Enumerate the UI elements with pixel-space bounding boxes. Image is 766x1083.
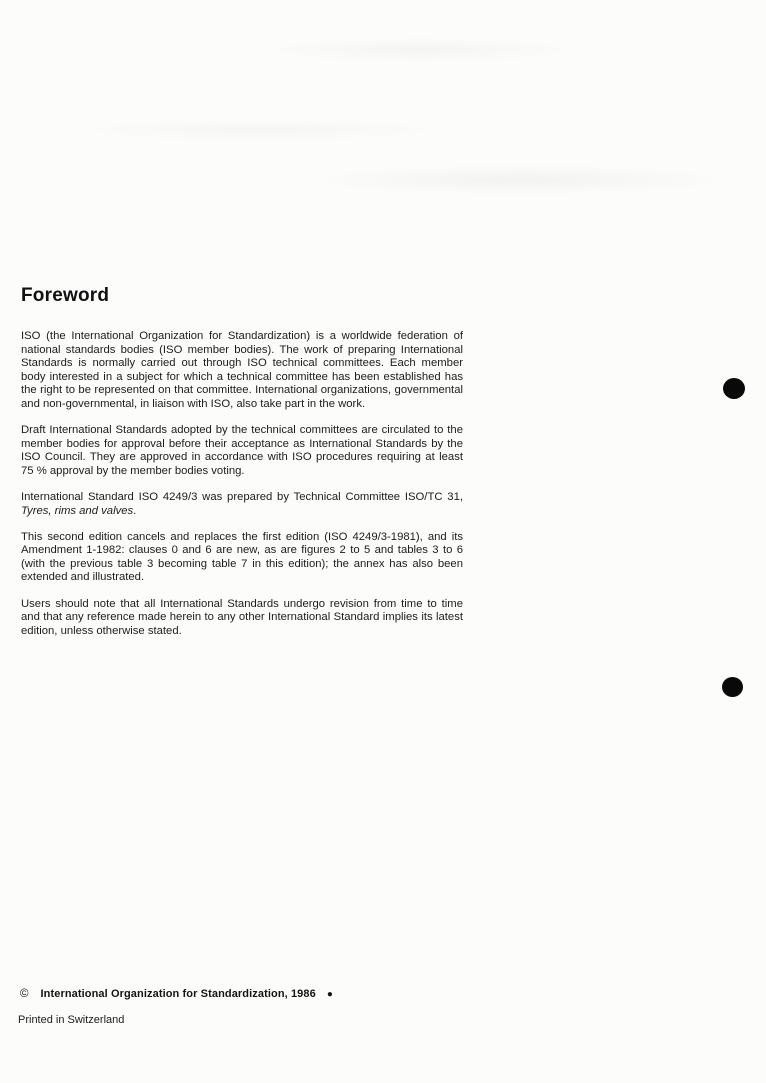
committee-title-italic: Tyres, rims and valves [21, 504, 134, 517]
page-title: Foreword [21, 285, 110, 306]
paragraph-second-edition: This second edition cancels and replaces the first edition (ISO 4249/3-1981), and its Amendment 1-1982: clauses 0 and 6 are new, as are figures 2 to 5 and tables 3 to 6 (with the previous table 3 becoming table 7 in this edition); the annex has also been extended and illustrated. [21, 530, 463, 584]
prepared-by-lead: International Standard ISO 4249/3 was prepared by Technical Committee ISO/TC 31, [21, 490, 463, 503]
punch-hole-top [723, 378, 745, 399]
foreword-section [21, 286, 463, 651]
punch-hole-bottom [722, 677, 743, 697]
printed-in-text: Printed in Switzerland [18, 1014, 125, 1026]
paragraph-revision-note: Users should note that all International Standards undergo revision from time to time and that any reference made herein to any other International Standard implies its latest edition, unless otherwise stated. [21, 597, 463, 637]
paragraph-iso-intro: ISO (the International Organization for Standardization) is a worldwide federation of national standards bodies (ISO member bodies). The work of preparing International Standards is normally carried out through ISO technical committees. Each member body interested in a subject for which a technical committee has been established has the right to be represented on that committee. International organizations, governmental and non-governmental, in liaison with ISO, also take part in the work. [21, 330, 463, 410]
prepared-by-tail: . [133, 504, 137, 517]
scan-artifact [0, 30, 766, 220]
copyright-line [20, 988, 333, 1000]
paragraph-draft-standards: Draft International Standards adopted by the technical committees are circulated to the member bodies for approval before their acceptance as International Standards by the ISO Council. They are approved in accordance with ISO procedures requiring at least 75 % approval by the member bodies voting. [21, 424, 463, 477]
bullet-icon: ● [326, 988, 333, 1000]
copyright-text: International Organization for Standardization, 1986 [40, 988, 316, 1000]
copyright-icon: © [20, 988, 29, 1000]
paragraph-prepared-by [21, 491, 463, 518]
